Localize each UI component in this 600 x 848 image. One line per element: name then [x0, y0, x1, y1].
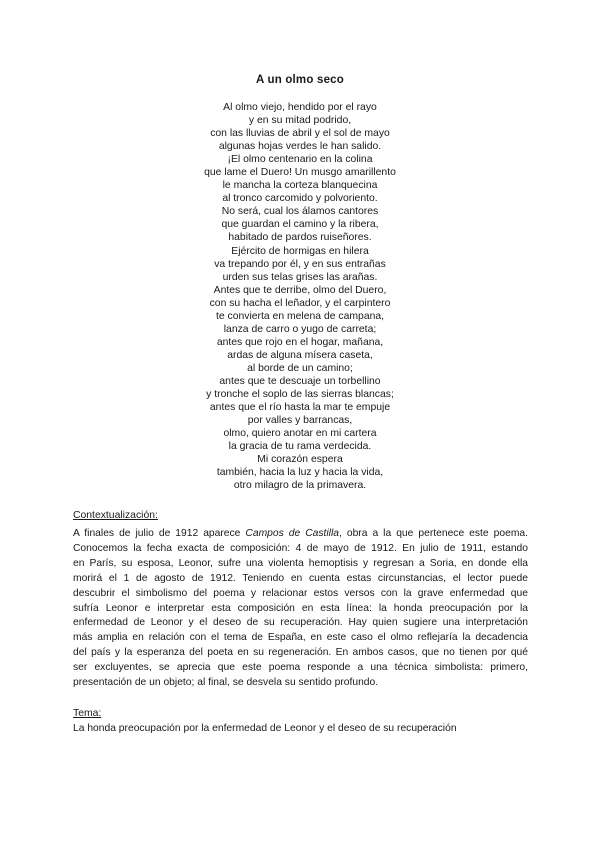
poem-line: con las lluvias de abril y el sol de mayo	[210, 128, 390, 140]
poem-line: le mancha la corteza blanquecina	[222, 180, 378, 192]
context-line: enfermedad de Leonor y el deseo de su recuperación. Hay quien sugiere una interpretación	[73, 617, 528, 629]
context-line: en París, su esposa, Leonor, sufre una violenta hemoptisis y regresan a Soria, en donde ella	[73, 557, 528, 569]
context-line	[73, 527, 528, 542]
context-line: presentación de un objeto; al final, se desvela su sentido profundo.	[73, 677, 379, 689]
poem-line: antes que el río hasta la mar te empuje	[209, 402, 391, 414]
poem-line: Ejército de hormigas en hilera	[231, 245, 369, 257]
poem-line: al tronco carcomido y polvoriento.	[222, 193, 378, 205]
context-paragraph	[73, 527, 528, 691]
poem-line: Al olmo viejo, hendido por el rayo	[223, 102, 377, 113]
poem-line: y tronche el soplo de las sierras blancas;	[206, 389, 394, 401]
context-line: Conocemos la fecha exacta de composición: 4 de mayo de 1912. En julio de 1911, estando	[73, 542, 528, 554]
poem-line: antes que te descuaje un torbellino	[219, 375, 381, 387]
tema-line: La honda preocupación por la enfermedad de Leonor y el deseo de su recuperación	[73, 723, 457, 734]
poem-line: con su hacha el leñador, y el carpintero	[209, 297, 391, 309]
poem-line: por valles y barrancas,	[247, 415, 353, 427]
context-line: ser excluyentes, se aprecia que este poema responde a una técnica simbolista: primero,	[73, 662, 528, 674]
poem-line: Mi corazón espera	[257, 454, 343, 466]
context-line1-post: , obra a la que pertenece este poema.	[338, 528, 528, 539]
context-line: más amplia en relación con el tema de España, en este caso el olmo reflejaría la decadencia	[73, 632, 528, 644]
poem-line: y en su mitad podrido,	[248, 115, 352, 127]
poem-line: otro milagro de la primavera.	[233, 480, 367, 492]
context-line: del país y la esperanza del poeta en su regeneración. En ambos casos, que no tienen por qué	[73, 647, 528, 659]
context-line: morirá el 1 de agosto de 1912. Teniendo en cuenta estas circunstancias, el lector puede	[73, 572, 528, 584]
tema-text	[73, 722, 457, 737]
poem-line: olmo, quiero anotar en mi cartera	[223, 428, 377, 440]
poem-line: habitado de pardos ruiseñores.	[228, 232, 372, 244]
context-line: sufría Leonor e interpretar esta composición en esta línea: la honda preocupación por la	[73, 602, 528, 614]
poem-line: te convierta en melena de campana,	[215, 310, 385, 322]
poem-line: algunas hojas verdes le han salido.	[218, 141, 382, 153]
context-line1-pre: A finales de julio de 1912 aparece	[73, 528, 246, 539]
poem-line: ¡El olmo centenario en la colina	[227, 154, 373, 166]
context-heading: Contextualización:	[73, 510, 158, 521]
poem-line: Antes que te derribe, olmo del Duero,	[213, 284, 387, 296]
context-line: descubrir el simbolismo del poema y relacionar estos versos con la grave enfermedad que	[73, 587, 528, 599]
poem-line: que lame el Duero! Un musgo amarillento	[204, 167, 396, 179]
poem-line: ardas de alguna mísera caseta,	[227, 349, 373, 361]
poem-line: la gracia de tu rama verdecida.	[228, 441, 372, 453]
poem-line: antes que rojo en el hogar, mañana,	[216, 336, 384, 348]
poem-title: A un olmo seco	[256, 74, 344, 86]
poem-line: va trepando por él, y en sus entrañas	[214, 258, 386, 270]
book-title: Campos de Castilla	[245, 528, 339, 539]
poem	[0, 101, 600, 492]
poem-line: también, hacia la luz y hacia la vida,	[216, 467, 384, 479]
poem-line: lanza de carro o yugo de carreta;	[223, 323, 377, 335]
poem-line: al borde de un camino;	[247, 362, 353, 374]
poem-line: urden sus telas grises las arañas.	[222, 271, 378, 283]
poem-line: que guardan el camino y la ribera,	[221, 219, 379, 231]
tema-heading: Tema:	[73, 708, 102, 719]
poem-line: No será, cual los álamos cantores	[221, 206, 379, 218]
